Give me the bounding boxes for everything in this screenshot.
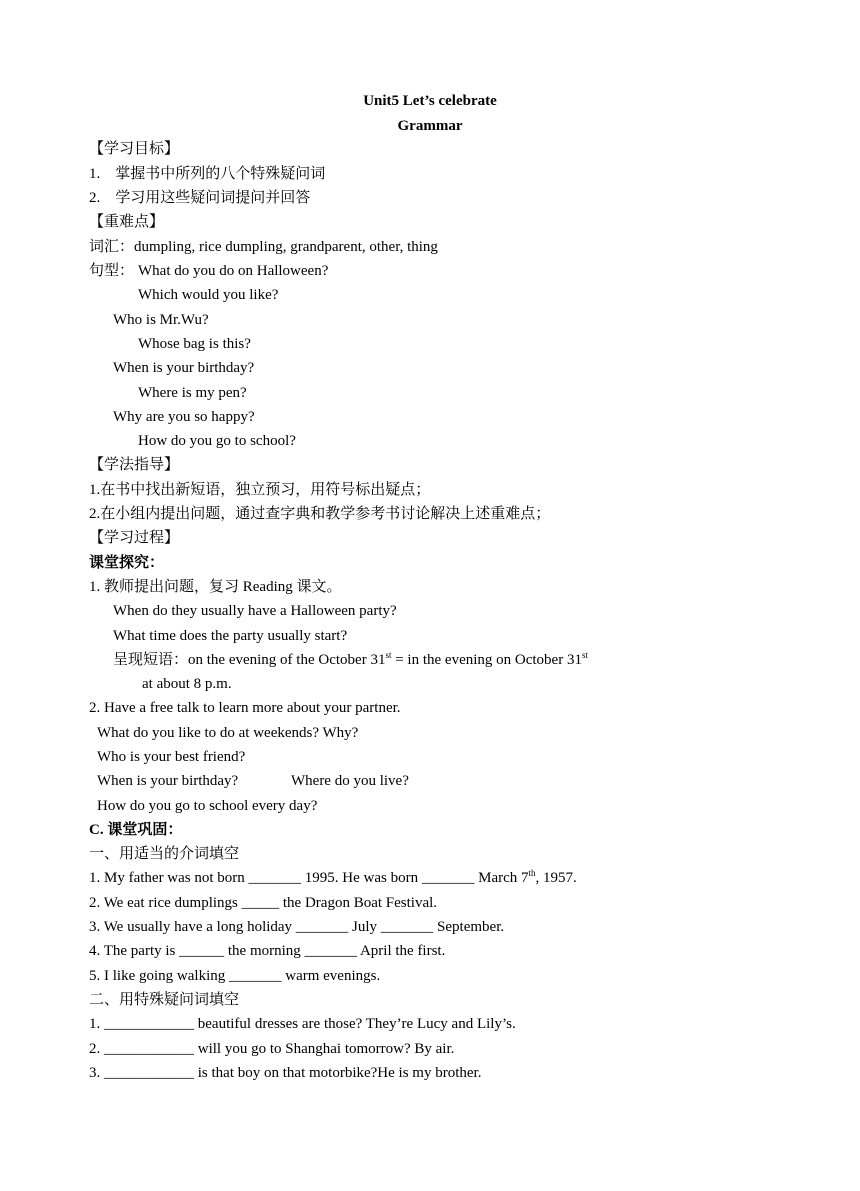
vocab-line: 词汇：dumpling, rice dumpling, grandparent, other, thing — [89, 239, 438, 255]
sentence-item: How do you go to school? — [138, 433, 296, 449]
sentence-item: Which would you like? — [138, 287, 279, 303]
step1-question: What time does the party usually start? — [113, 628, 348, 644]
phrase-line: 呈现短语：on the evening of the October 31st = in the evening on October 31st — [113, 650, 588, 668]
exercise-item: 1. My father was not born _______ 1995. He was born _______ March 7th, 1957. — [89, 868, 577, 886]
method-item-1: 1.在书中找出新短语，独立预习，用符号标出疑点； — [89, 482, 431, 498]
exercise-item: 5. I like going walking _______ warm evenings. — [89, 968, 381, 984]
step2-question: How do you go to school every day? — [97, 798, 318, 814]
goal-item-2: 2. 学习用这些疑问词提问并回答 — [89, 190, 311, 206]
step1-question: When do they usually have a Halloween party? — [113, 603, 397, 619]
goal-item-1: 1. 掌握书中所列的八个特殊疑问词 — [89, 166, 326, 182]
method-heading: 【学法指导】 — [89, 457, 180, 473]
sentence-item: Why are you so happy? — [113, 409, 255, 425]
page-subtitle: Grammar — [397, 118, 463, 134]
method-item-2: 2.在小组内提出问题，通过查字典和教学参考书讨论解决上述重难点； — [89, 506, 551, 522]
part1-heading: 一、用适当的介词填空 — [89, 846, 240, 862]
exercise-item: 2. We eat rice dumplings _____ the Dragon Boat Festival. — [89, 895, 438, 911]
exercise-item: 4. The party is ______ the morning _______ April the first. — [89, 943, 446, 959]
step2-question: Where do you live? — [291, 773, 409, 789]
page-title: Unit5 Let’s celebrate — [363, 93, 497, 109]
exercise-item: 1. ____________ beautiful dresses are those? They’re Lucy and Lily’s. — [89, 1016, 516, 1032]
goals-heading: 【学习目标】 — [89, 141, 180, 157]
process-heading: 【学习过程】 — [89, 530, 180, 546]
sentence-item: What do you do on Halloween? — [138, 263, 329, 279]
sentence-item: Where is my pen? — [138, 385, 247, 401]
phrase-continuation: at about 8 p.m. — [142, 676, 232, 692]
sentence-item: Who is Mr.Wu? — [113, 312, 209, 328]
sentence-item: Whose bag is this? — [138, 336, 251, 352]
step2-question: What do you like to do at weekends? Why? — [97, 725, 359, 741]
sentence-item: When is your birthday? — [113, 360, 255, 376]
step2-question: Who is your best friend? — [97, 749, 246, 765]
step1-line: 1. 教师提出问题，复习 Reading 课文。 — [89, 579, 342, 595]
sentence-label: 句型： — [89, 263, 135, 279]
step2-question: When is your birthday? — [97, 773, 239, 789]
exercise-item: 3. We usually have a long holiday _______ July _______ September. — [89, 919, 505, 935]
exercise-item: 3. ____________ is that boy on that motorbike?He is my brother. — [89, 1065, 482, 1081]
key-points-heading: 【重难点】 — [89, 214, 165, 230]
step2-line: 2. Have a free talk to learn more about your partner. — [89, 700, 401, 716]
explore-heading: 课堂探究： — [89, 555, 165, 571]
part2-heading: 二、用特殊疑问词填空 — [89, 992, 240, 1008]
consolidate-heading: C. 课堂巩固： — [89, 822, 183, 838]
exercise-item: 2. ____________ will you go to Shanghai tomorrow? By air. — [89, 1041, 455, 1057]
